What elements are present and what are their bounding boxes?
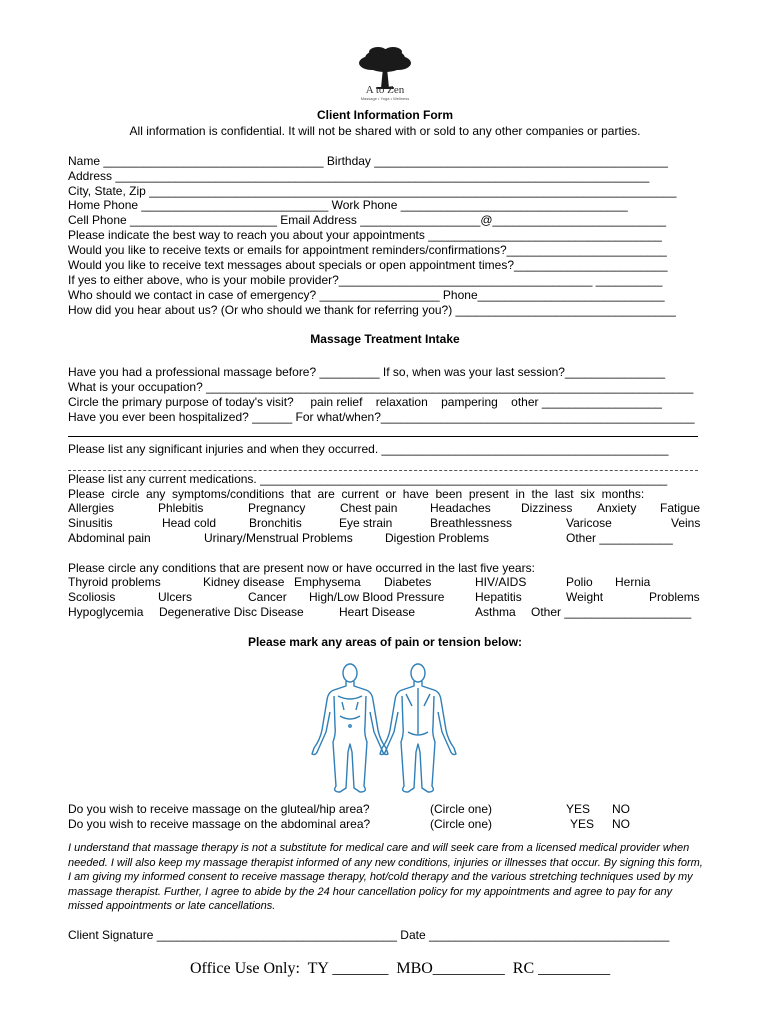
office-use-line: Office Use Only: TY _______ MBO_________ RC _________ [190, 960, 611, 977]
signature-line[interactable]: Client Signature ____________________________________ Date ____________________________________ [68, 928, 670, 942]
symptom-option[interactable]: Sinusitis [68, 516, 113, 530]
condition-option[interactable]: Hepatitis [475, 590, 522, 604]
body-diagram[interactable] [300, 662, 470, 796]
info-line-reminders[interactable]: Would you like to receive texts or emails for appointment reminders/confirmations?________________________ [68, 243, 667, 257]
symptom-option[interactable]: Varicose [566, 516, 612, 530]
info-line-name[interactable]: Name _________________________________ Birthday ____________________________________________ [68, 154, 668, 168]
symptom-option[interactable]: Head cold [162, 516, 217, 530]
symptom-option[interactable]: Pregnancy [248, 501, 306, 515]
condition-option[interactable]: Cancer [248, 590, 287, 604]
info-line-provider[interactable]: If yes to either above, who is your mobile provider?______________________________________ __________ [68, 273, 663, 287]
condition-option[interactable]: Asthma [475, 605, 516, 619]
gluteal-no-option[interactable]: NO [612, 802, 630, 816]
company-logo [350, 44, 420, 106]
condition-option[interactable]: Other ___________________ [531, 605, 692, 619]
back-body-figure [380, 664, 456, 792]
info-line-specials[interactable]: Would you like to receive text messages about specials or open appointment times?_______________________ [68, 258, 668, 272]
symptom-option[interactable]: Dizziness [521, 501, 573, 515]
condition-option[interactable]: Polio [566, 575, 593, 589]
intake-line-occupation[interactable]: What is your occupation? _________________________________________________________________________ [68, 380, 694, 394]
medications-line[interactable]: Please list any current medications. _____________________________________________________________ [68, 472, 668, 486]
info-line-contact-method[interactable]: Please indicate the best way to reach you about your appointments ___________________________________ [68, 228, 662, 242]
condition-option[interactable]: Scoliosis [68, 590, 116, 604]
symptom-option[interactable]: Bronchitis [249, 516, 302, 530]
gluteal-circle-one: (Circle one) [430, 802, 493, 816]
gluteal-question: Do you wish to receive massage on the gluteal/hip area? [68, 802, 370, 816]
conditions-prompt: Please circle any conditions that are present now or have occurred in the last five years: [68, 561, 535, 575]
logo-text: A to Zen [365, 84, 405, 96]
condition-option[interactable]: Thyroid problems [68, 575, 161, 589]
divider [68, 436, 698, 437]
symptom-option[interactable]: Allergies [68, 501, 115, 515]
consent-disclaimer: I understand that massage therapy is not a substitute for medical care and will seek care from a licensed medical provider when needed. I will also keep my massage therapist informed of any new conditions, injuries or illnesses that occur. By signing this form, I am giving my informed consent to receive massage therapy, hot/cold therapy and the various stretching techniques used by my massage therapist. Further, I agree to abide by the 24 hour cancellation policy for my appointments and agree to pay for any missed appointments or late cancellations. [68, 842, 703, 912]
front-body-figure [312, 664, 388, 792]
symptom-option[interactable]: Eye strain [339, 516, 393, 530]
condition-option[interactable]: Hernia [615, 575, 651, 589]
symptom-option[interactable]: Urinary/Menstrual Problems [204, 531, 353, 545]
symptom-option[interactable]: Phlebitis [158, 501, 204, 515]
abdominal-yes-option[interactable]: YES [570, 817, 595, 831]
info-line-emergency[interactable]: Who should we contact in case of emergency? __________________ Phone____________________________ [68, 288, 665, 302]
condition-option[interactable]: Heart Disease [339, 605, 416, 619]
symptom-option[interactable]: Fatigue [660, 501, 701, 515]
symptom-option[interactable]: Digestion Problems [385, 531, 490, 545]
condition-option[interactable]: Emphysema [294, 575, 361, 589]
pain-map-title: Please mark any areas of pain or tension below: [247, 635, 523, 649]
intake-title: Massage Treatment Intake [310, 332, 460, 346]
symptom-option[interactable]: Anxiety [597, 501, 637, 515]
condition-option[interactable]: Weight [566, 590, 604, 604]
info-line-address[interactable]: Address ________________________________________________________________________________ [68, 169, 650, 183]
condition-option[interactable]: Hypoglycemia [68, 605, 144, 619]
info-line-phones[interactable]: Home Phone ____________________________ Work Phone __________________________________ [68, 198, 628, 212]
symptom-option[interactable]: Veins [671, 516, 701, 530]
info-line-city[interactable]: City, State, Zip _______________________________________________________________________________ [68, 184, 677, 198]
condition-option[interactable]: Kidney disease [203, 575, 285, 589]
confidential-note: All information is confidential. It will not be shared with or sold to any other companies or parties. [129, 124, 641, 138]
abdominal-no-option[interactable]: NO [612, 817, 630, 831]
symptom-option[interactable]: Other ___________ [566, 531, 673, 545]
symptom-option[interactable]: Breathlessness [430, 516, 513, 530]
condition-option[interactable]: Degenerative Disc Disease [159, 605, 304, 619]
symptom-option[interactable]: Abdominal pain [68, 531, 151, 545]
injuries-line[interactable]: Please list any significant injuries and when they occurred. ___________________________________________ [68, 442, 669, 456]
intake-line-visit-purpose[interactable]: Circle the primary purpose of today's visit? pain relief relaxation pampering other __________________ [68, 395, 662, 409]
condition-option[interactable]: High/Low Blood Pressure [309, 590, 445, 604]
info-line-referral[interactable]: How did you hear about us? (Or who should we thank for referring you?) _________________________________ [68, 303, 676, 317]
condition-option[interactable]: Problems [649, 590, 700, 604]
form-title: Client Information Form [317, 108, 453, 122]
symptom-option[interactable]: Chest pain [340, 501, 398, 515]
logo-tagline: Massage • Yoga • Wellness [360, 96, 410, 101]
condition-option[interactable]: Diabetes [384, 575, 432, 589]
intake-line-hospitalized[interactable]: Have you ever been hospitalized? ______ For what/when?_______________________________________________ [68, 410, 695, 424]
symptoms-prompt: Please circle any symptoms/conditions that are current or have been present in the last six months: [68, 487, 645, 501]
abdominal-circle-one: (Circle one) [430, 817, 493, 831]
intake-line-prior-massage[interactable]: Have you had a professional massage before? _________ If so, when was your last session?_______________ [68, 365, 666, 379]
gluteal-yes-option[interactable]: YES [566, 802, 591, 816]
abdominal-question: Do you wish to receive massage on the abdominal area? [68, 817, 371, 831]
info-line-cell-email[interactable]: Cell Phone ______________________ Email Address __________________@__________________________ [68, 213, 667, 227]
condition-option[interactable]: HIV/AIDS [475, 575, 527, 589]
blank-line[interactable] [68, 470, 698, 471]
symptom-option[interactable]: Headaches [430, 501, 491, 515]
condition-option[interactable]: Ulcers [158, 590, 193, 604]
